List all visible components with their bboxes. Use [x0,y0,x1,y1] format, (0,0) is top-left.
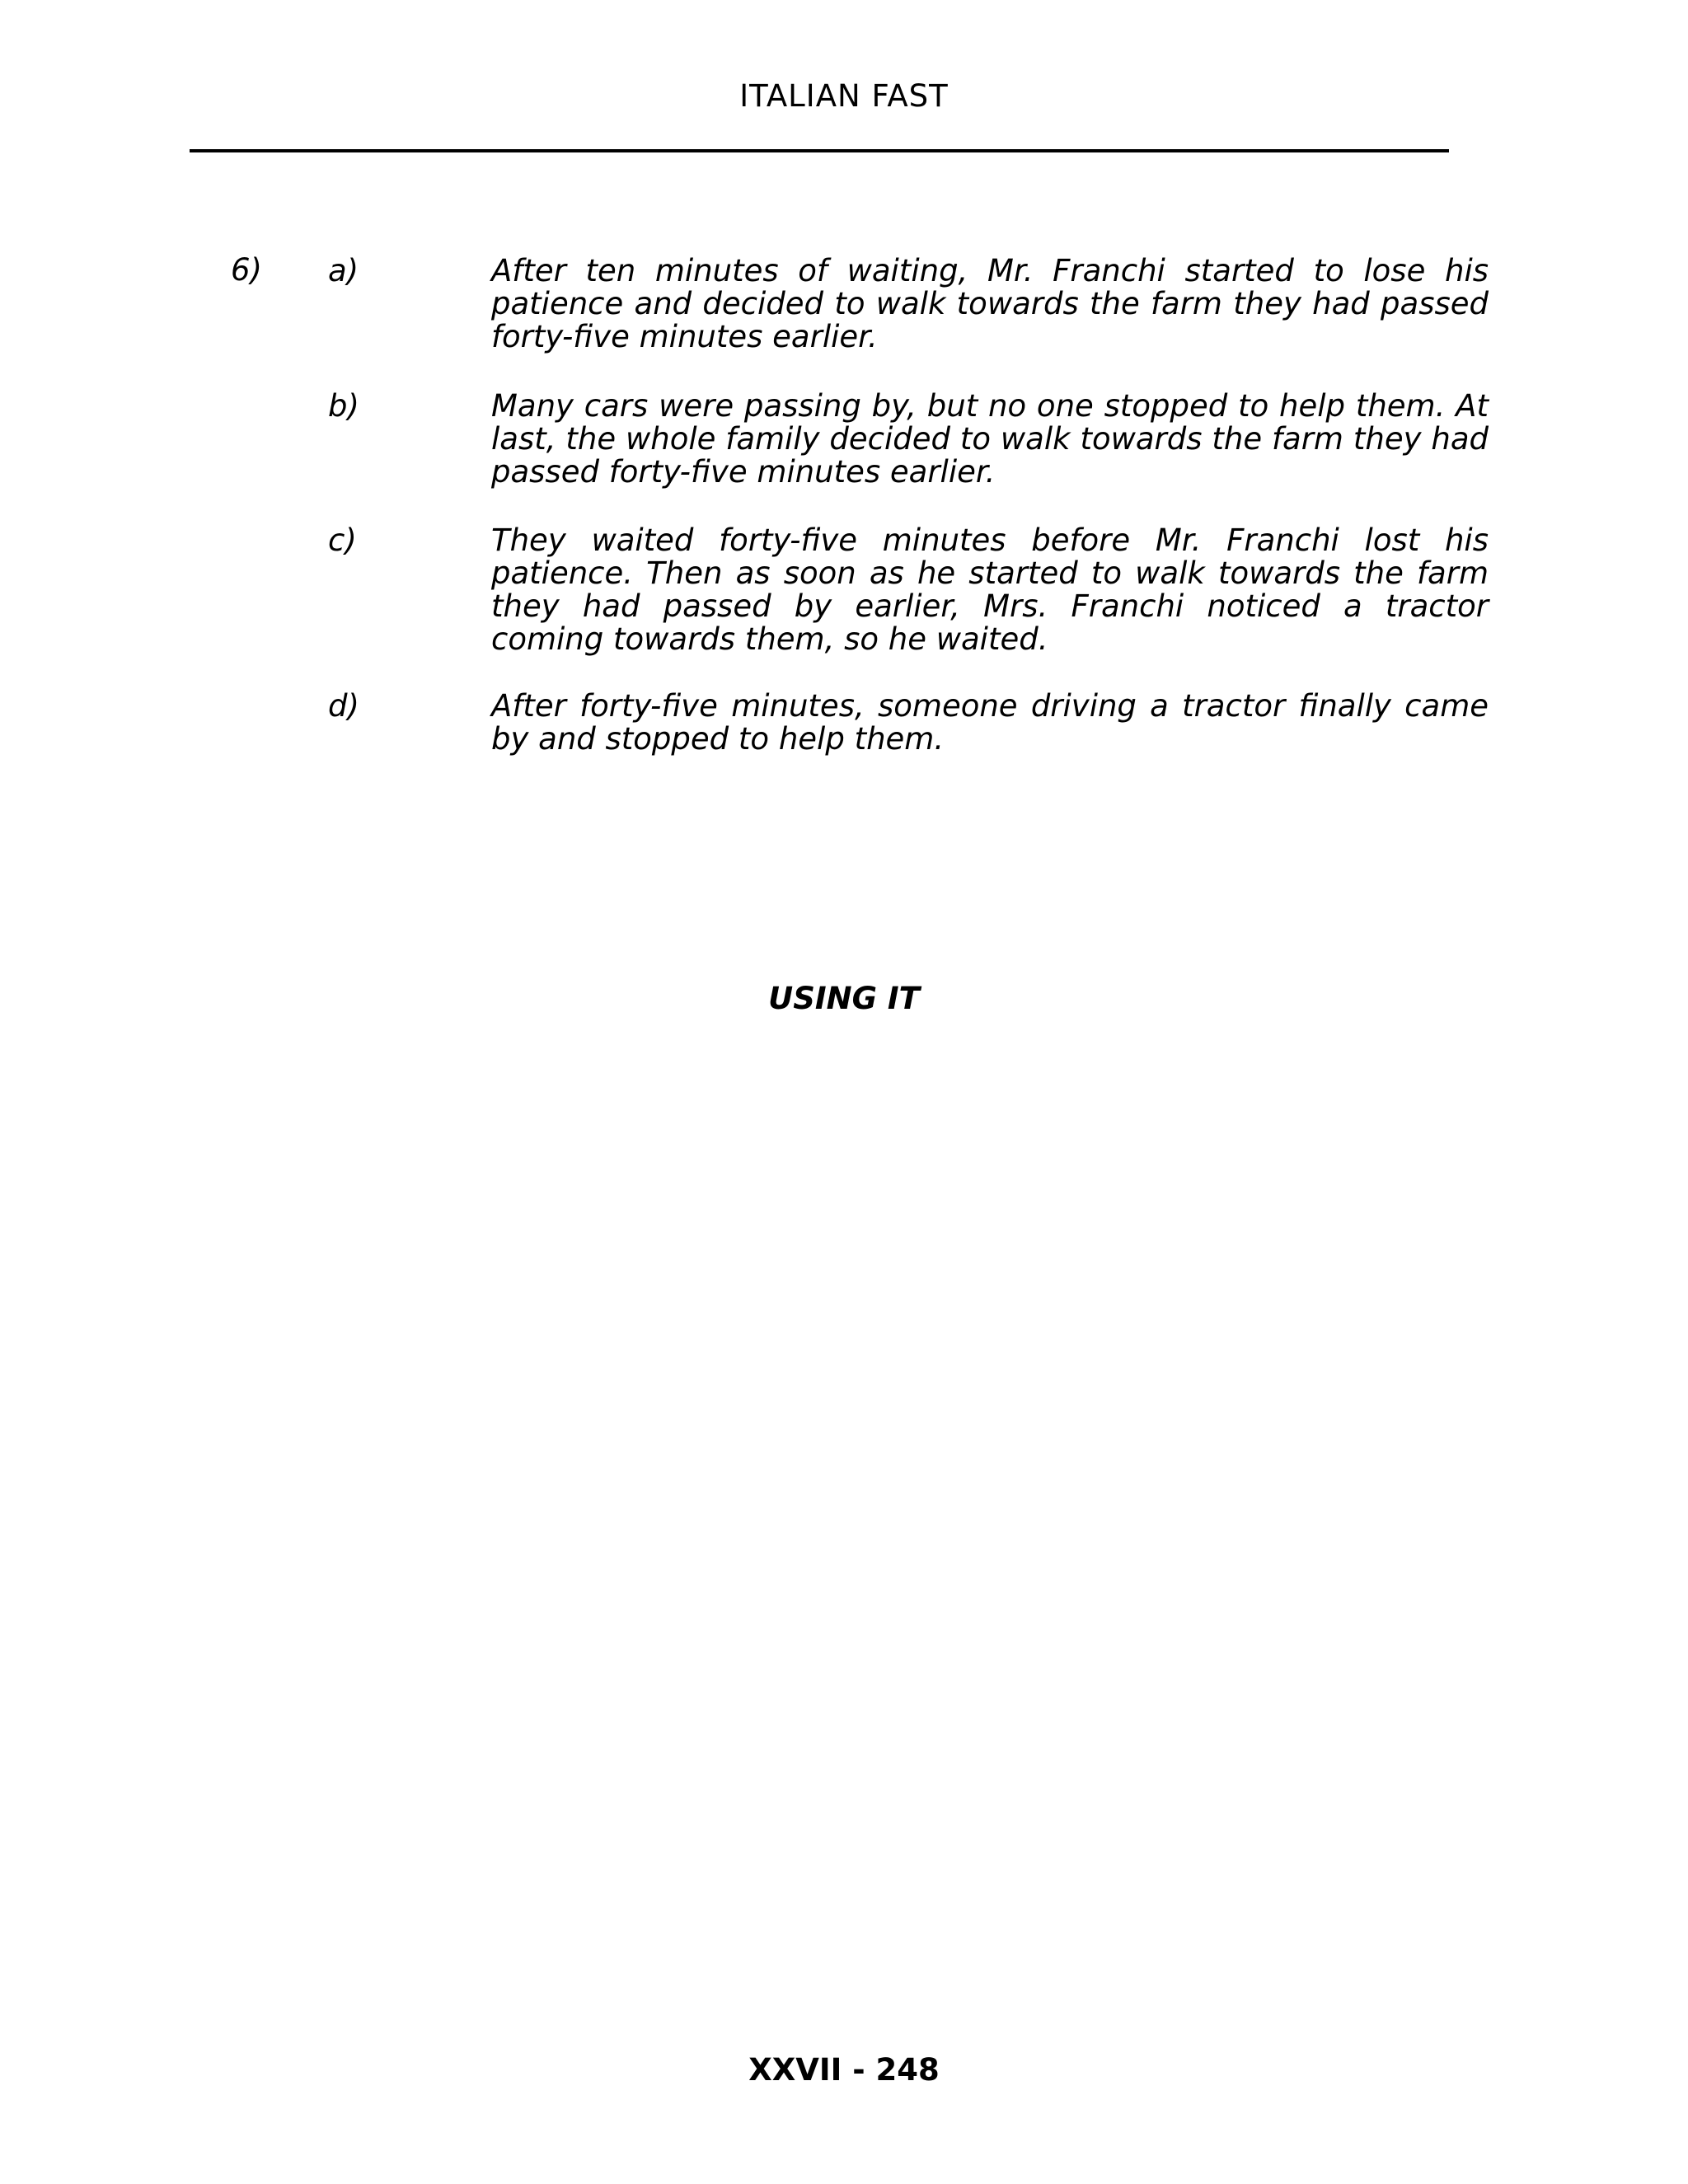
option-text: They waited forty-five minutes before Mr. Franchi lost his patience. Then as soon as he started to walk towards the farm they had passed by earlier, Mrs. Franchi noticed a tractor coming towards them, so he waited. [491,523,1489,657]
header-divider [190,149,1449,152]
option-letter: d) [328,688,359,724]
option-letter: a) [328,253,359,288]
option-letter: b) [328,388,359,424]
page-number: XXVII - 248 [748,2052,940,2088]
header-title: ITALIAN FAST [739,78,949,114]
option-letter: c) [328,523,357,558]
option-text: Many cars were passing by, but no one stopped to help them. At last, the whole family decided to walk towards the farm they had passed forty-five minutes earlier. [491,388,1489,490]
option-text: After ten minutes of waiting, Mr. Franchi started to lose his patience and decided to walk towards the farm they had passed forty-five minutes earlier. [491,253,1489,354]
section-heading: USING IT [768,981,920,1016]
question-number: 6) [231,252,262,288]
option-text: After forty-five minutes, someone driving a tractor finally came by and stopped to help them. [491,688,1489,757]
